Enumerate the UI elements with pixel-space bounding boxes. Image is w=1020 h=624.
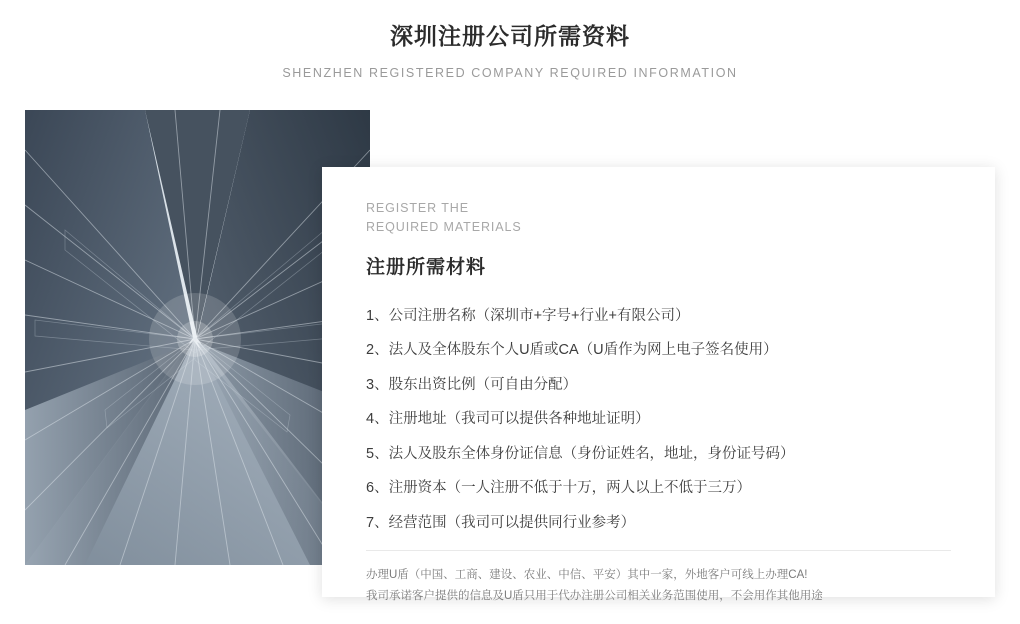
footnote: 我司承诺客户提供的信息及U盾只用于代办注册公司相关业务范围使用，不会用作其他用途 [366,590,823,603]
footnote: 办理U盾（中国、工商、建设、农业、中信、平安）其中一家，外地客户可线上办理CA! [366,569,808,582]
building-photo-graphic [25,110,370,565]
list-item: 2、法人及全体股东个人U盾或CA（U盾作为网上电子签名使用） [366,342,778,359]
card-title: 注册所需材料 [366,256,487,278]
list-item: 5、法人及股东全体身份证信息（身份证姓名，地址，身份证号码） [366,445,795,462]
list-item: 1、公司注册名称（深圳市+字号+行业+有限公司） [366,307,690,324]
card-footnotes [366,565,951,608]
list-item: 6、注册资本（一人注册不低于十万，两人以上不低于三万） [366,480,752,497]
page-header [0,0,1020,80]
card-eyebrow-line1: REGISTER THE [366,201,469,215]
list-item: 3、股东出资比例（可自由分配） [366,376,578,393]
building-photo [25,110,370,565]
materials-card [322,167,995,603]
list-item: 7、经营范围（我司可以提供同行业参考） [366,514,636,531]
card-eyebrow-line2: REQUIRED MATERIALS [366,220,522,235]
card-eyebrow [366,199,951,238]
page-title: 深圳注册公司所需资料 [390,23,630,49]
card-divider [366,550,951,551]
list-item: 4、注册地址（我司可以提供各种地址证明） [366,411,650,428]
materials-list [366,305,951,534]
page-subtitle: SHENZHEN REGISTERED COMPANY REQUIRED INFORMATION [282,65,738,80]
